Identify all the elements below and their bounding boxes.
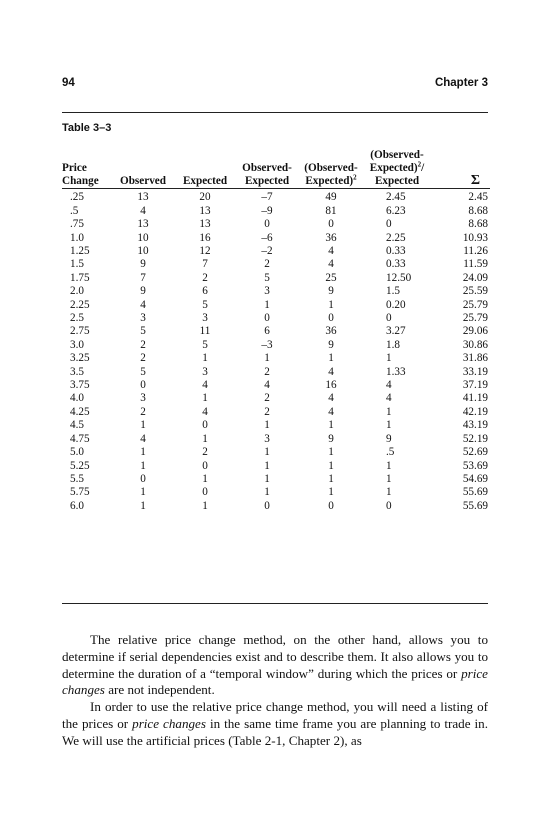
table-cell: 2 — [140, 405, 146, 418]
table-title: Table 3–3 — [62, 122, 112, 134]
table-cell: 3.25 — [70, 352, 90, 365]
table-header-row — [62, 149, 490, 189]
table-cell: 1.8 — [386, 338, 400, 351]
table-cell: 1.33 — [386, 365, 406, 378]
table-row — [62, 285, 490, 298]
table-cell: 2.75 — [70, 325, 90, 338]
table-cell: 1 — [202, 392, 208, 405]
table-row — [62, 500, 490, 513]
table-cell: 2 — [264, 392, 270, 405]
table-cell: 6.0 — [70, 499, 84, 512]
table-row — [62, 189, 490, 205]
table-cell: 5.25 — [70, 459, 90, 472]
table-cell: 5 — [202, 298, 208, 311]
table-cell: 0 — [328, 218, 334, 231]
table-cell: 1 — [264, 459, 270, 472]
table-cell: 1 — [386, 352, 392, 365]
table-cell: 3.5 — [70, 365, 84, 378]
table-cell: 1.5 — [386, 285, 400, 298]
table-cell: 4 — [386, 392, 392, 405]
table-cell: 2.45 — [468, 191, 488, 204]
table-cell: 16 — [325, 379, 337, 392]
table-cell: 42.19 — [462, 405, 488, 418]
table-cell: 24.09 — [462, 271, 488, 284]
table-cell: 3 — [264, 285, 270, 298]
table-cell: 52.69 — [462, 446, 488, 459]
table-cell: 29.06 — [462, 325, 488, 338]
table-cell: 13 — [137, 218, 149, 231]
table-cell: –7 — [261, 191, 273, 204]
table-cell: 9 — [140, 258, 146, 271]
table-cell: 2 — [264, 258, 270, 271]
table-cell: 1 — [386, 472, 392, 485]
table-cell: 0.33 — [386, 258, 406, 271]
table-cell: 0 — [264, 499, 270, 512]
table-row — [62, 392, 490, 405]
table-cell: 6 — [202, 285, 208, 298]
table-cell: 3 — [140, 312, 146, 325]
table-cell: 4.0 — [70, 392, 84, 405]
table-cell: .75 — [70, 218, 84, 231]
page-number: 94 — [62, 77, 75, 89]
table-cell: 2 — [264, 365, 270, 378]
table-row — [62, 460, 490, 473]
table-cell: 1 — [328, 352, 334, 365]
table-cell: 6.23 — [386, 204, 406, 217]
table-cell: 1 — [202, 499, 208, 512]
table-cell: 2.25 — [386, 231, 406, 244]
table-cell: 13 — [137, 191, 149, 204]
table-cell: 1 — [264, 352, 270, 365]
table-cell: 25.59 — [462, 285, 488, 298]
table-cell: 1 — [264, 446, 270, 459]
table-cell: 4.25 — [70, 405, 90, 418]
table-cell: 2 — [202, 271, 208, 284]
table-cell: .5 — [70, 204, 79, 217]
table-cell: 4 — [202, 405, 208, 418]
table-cell: 4.5 — [70, 419, 84, 432]
table-cell: 0.33 — [386, 245, 406, 258]
table-cell: 11 — [199, 325, 211, 338]
table-row — [62, 352, 490, 365]
table-cell: 54.69 — [462, 472, 488, 485]
table-cell: 1 — [140, 446, 146, 459]
table-cell: 4 — [328, 365, 334, 378]
table-cell: 2.5 — [70, 312, 84, 325]
table-cell: 5.0 — [70, 446, 84, 459]
table-cell: 25.79 — [462, 298, 488, 311]
table-cell: 3.0 — [70, 338, 84, 351]
table-cell: 9 — [328, 338, 334, 351]
table-cell: 1.0 — [70, 231, 84, 244]
table-cell: 10 — [137, 231, 149, 244]
table-cell: 4 — [328, 258, 334, 271]
table-cell: 0 — [202, 419, 208, 432]
table-cell: 2.45 — [386, 191, 406, 204]
table-cell: 3.75 — [70, 379, 90, 392]
table-cell: 5 — [140, 365, 146, 378]
table-cell: 0 — [386, 499, 392, 512]
column-header: Observed- Expected — [236, 149, 298, 189]
paragraph: In order to use the relative price change method, you will need a listing of the prices or price changes in the same time frame you are planning to trade in. We will use the artificial prices (Table 2-1, Chapter 2), as — [62, 699, 488, 748]
table-cell: 5.75 — [70, 486, 90, 499]
table-cell: 2 — [264, 405, 270, 418]
table-cell: 10 — [137, 245, 149, 258]
table-cell: 5 — [264, 271, 270, 284]
table-row — [62, 419, 490, 432]
table-cell: 12.50 — [386, 271, 412, 284]
table-cell: 1 — [386, 419, 392, 432]
table-cell: 0 — [264, 218, 270, 231]
table-cell: 1 — [140, 486, 146, 499]
table-cell: 0 — [386, 218, 392, 231]
header-rule — [62, 112, 488, 113]
table-cell: 1.5 — [70, 258, 84, 271]
table-cell: 1 — [328, 446, 334, 459]
table-cell: 4 — [202, 379, 208, 392]
table-cell: 0.20 — [386, 298, 406, 311]
table-cell: 33.19 — [462, 365, 488, 378]
chapter-label: Chapter 3 — [434, 77, 488, 89]
table-cell: 12 — [199, 245, 211, 258]
table-cell: 43.19 — [462, 419, 488, 432]
table-cell: 1 — [328, 298, 334, 311]
table-cell: 3 — [140, 392, 146, 405]
table-cell: 1.25 — [70, 245, 90, 258]
table-cell: 3 — [264, 432, 270, 445]
table-row — [62, 218, 490, 231]
table-cell: 9 — [328, 432, 334, 445]
table-cell: 0 — [202, 486, 208, 499]
table-cell: 0 — [386, 312, 392, 325]
table-cell: 1 — [202, 352, 208, 365]
table-cell: 81 — [325, 204, 337, 217]
table-cell: 37.19 — [462, 379, 488, 392]
table-cell: 2.0 — [70, 285, 84, 298]
table-cell: 0 — [140, 379, 146, 392]
table-cell: 4 — [328, 245, 334, 258]
table-cell: –9 — [261, 204, 273, 217]
table-row — [62, 446, 490, 459]
table-cell: 4 — [328, 405, 334, 418]
table-cell: 13 — [199, 218, 211, 231]
table-cell: 4 — [264, 379, 270, 392]
table-row — [62, 473, 490, 486]
table-cell: 4 — [140, 298, 146, 311]
table-row — [62, 245, 490, 258]
table-row — [62, 486, 490, 499]
table-cell: –6 — [261, 231, 273, 244]
table-row — [62, 232, 490, 245]
table-cell: 13 — [199, 204, 211, 217]
table-cell: 1 — [386, 459, 392, 472]
table-cell: 11.26 — [463, 245, 488, 258]
table-cell: 10.93 — [462, 231, 488, 244]
table-cell: 4 — [386, 379, 392, 392]
table-cell: 7 — [202, 258, 208, 271]
table-cell: 55.69 — [462, 499, 488, 512]
table-cell: 9 — [386, 432, 392, 445]
table-cell: .5 — [386, 446, 395, 459]
table-cell: 1 — [328, 459, 334, 472]
table-cell: 1.75 — [70, 271, 90, 284]
table-cell: 36 — [325, 231, 337, 244]
table-row — [62, 325, 490, 338]
table-cell: 30.86 — [462, 338, 488, 351]
data-table — [62, 149, 490, 513]
table-cell: 4 — [140, 432, 146, 445]
table-cell: 8.68 — [468, 204, 488, 217]
table-cell: 3.27 — [386, 325, 406, 338]
body-text — [62, 632, 488, 750]
table-cell: 53.69 — [462, 459, 488, 472]
table-cell: 25 — [325, 271, 337, 284]
column-header: (Observed- Expected)$^2$/ Expected — [364, 149, 430, 189]
table-row — [62, 312, 490, 325]
table-row — [62, 258, 490, 271]
table-row — [62, 433, 490, 446]
table-cell: 3 — [202, 365, 208, 378]
table-cell: 1 — [264, 486, 270, 499]
table-cell: 9 — [328, 285, 334, 298]
table-cell: 9 — [140, 285, 146, 298]
table-cell: 2 — [140, 338, 146, 351]
table-cell: –2 — [261, 245, 273, 258]
table-cell: 36 — [325, 325, 337, 338]
table-cell: 1 — [386, 405, 392, 418]
table-cell: 1 — [202, 432, 208, 445]
table-cell: 16 — [199, 231, 211, 244]
table-cell: 1 — [328, 486, 334, 499]
table-cell: 25.79 — [462, 312, 488, 325]
table-cell: 2.25 — [70, 298, 90, 311]
table-cell: 0 — [264, 312, 270, 325]
table-row — [62, 272, 490, 285]
table-cell: 5.5 — [70, 472, 84, 485]
table-cell: 0 — [202, 459, 208, 472]
table-cell: 0 — [328, 499, 334, 512]
table-cell: 1 — [328, 472, 334, 485]
table-cell: 1 — [140, 459, 146, 472]
column-header: (Observed- Expected)$^2$ — [298, 149, 364, 189]
table-row — [62, 299, 490, 312]
table-cell: 4.75 — [70, 432, 90, 445]
table-cell: 3 — [202, 312, 208, 325]
table-row — [62, 205, 490, 218]
table-row — [62, 406, 490, 419]
table-cell: 41.19 — [462, 392, 488, 405]
table-cell: 52.19 — [462, 432, 488, 445]
table-cell: 1 — [386, 486, 392, 499]
table-cell: 49 — [325, 191, 337, 204]
table-row — [62, 366, 490, 379]
table-cell: 1 — [140, 419, 146, 432]
table-cell: 0 — [328, 312, 334, 325]
column-header: Observed — [112, 149, 174, 189]
table-cell: 20 — [199, 191, 211, 204]
paragraph: The relative price change method, on the other hand, allows you to determine if serial dependencies exist and to describe them. It also allows you to determine the duration of a “temporal window” during which the prices or price changes are not independent. — [62, 632, 488, 698]
page-header — [62, 77, 488, 93]
table-cell: 2 — [140, 352, 146, 365]
table-cell: 11.59 — [463, 258, 488, 271]
table-cell: 5 — [140, 325, 146, 338]
column-header: Σ — [430, 149, 490, 189]
table-cell: 5 — [202, 338, 208, 351]
table-cell: .25 — [70, 191, 84, 204]
table-cell: 8.68 — [468, 218, 488, 231]
table-cell: 2 — [202, 446, 208, 459]
table-cell: –3 — [261, 338, 273, 351]
table-cell: 4 — [328, 392, 334, 405]
table-cell: 55.69 — [462, 486, 488, 499]
table-row — [62, 379, 490, 392]
table-cell: 31.86 — [462, 352, 488, 365]
table-cell: 6 — [264, 325, 270, 338]
table-body — [62, 189, 490, 513]
table-cell: 0 — [140, 472, 146, 485]
table-cell: 7 — [140, 271, 146, 284]
table-cell: 1 — [328, 419, 334, 432]
table-cell: 1 — [264, 419, 270, 432]
table-cell: 1 — [140, 499, 146, 512]
table-cell: 4 — [140, 204, 146, 217]
table-cell: 1 — [202, 472, 208, 485]
table-cell: 1 — [264, 472, 270, 485]
table-row — [62, 339, 490, 352]
table-bottom-rule — [62, 603, 488, 604]
column-header: Expected — [174, 149, 236, 189]
table-cell: 1 — [264, 298, 270, 311]
column-header: Price Change — [62, 149, 112, 189]
